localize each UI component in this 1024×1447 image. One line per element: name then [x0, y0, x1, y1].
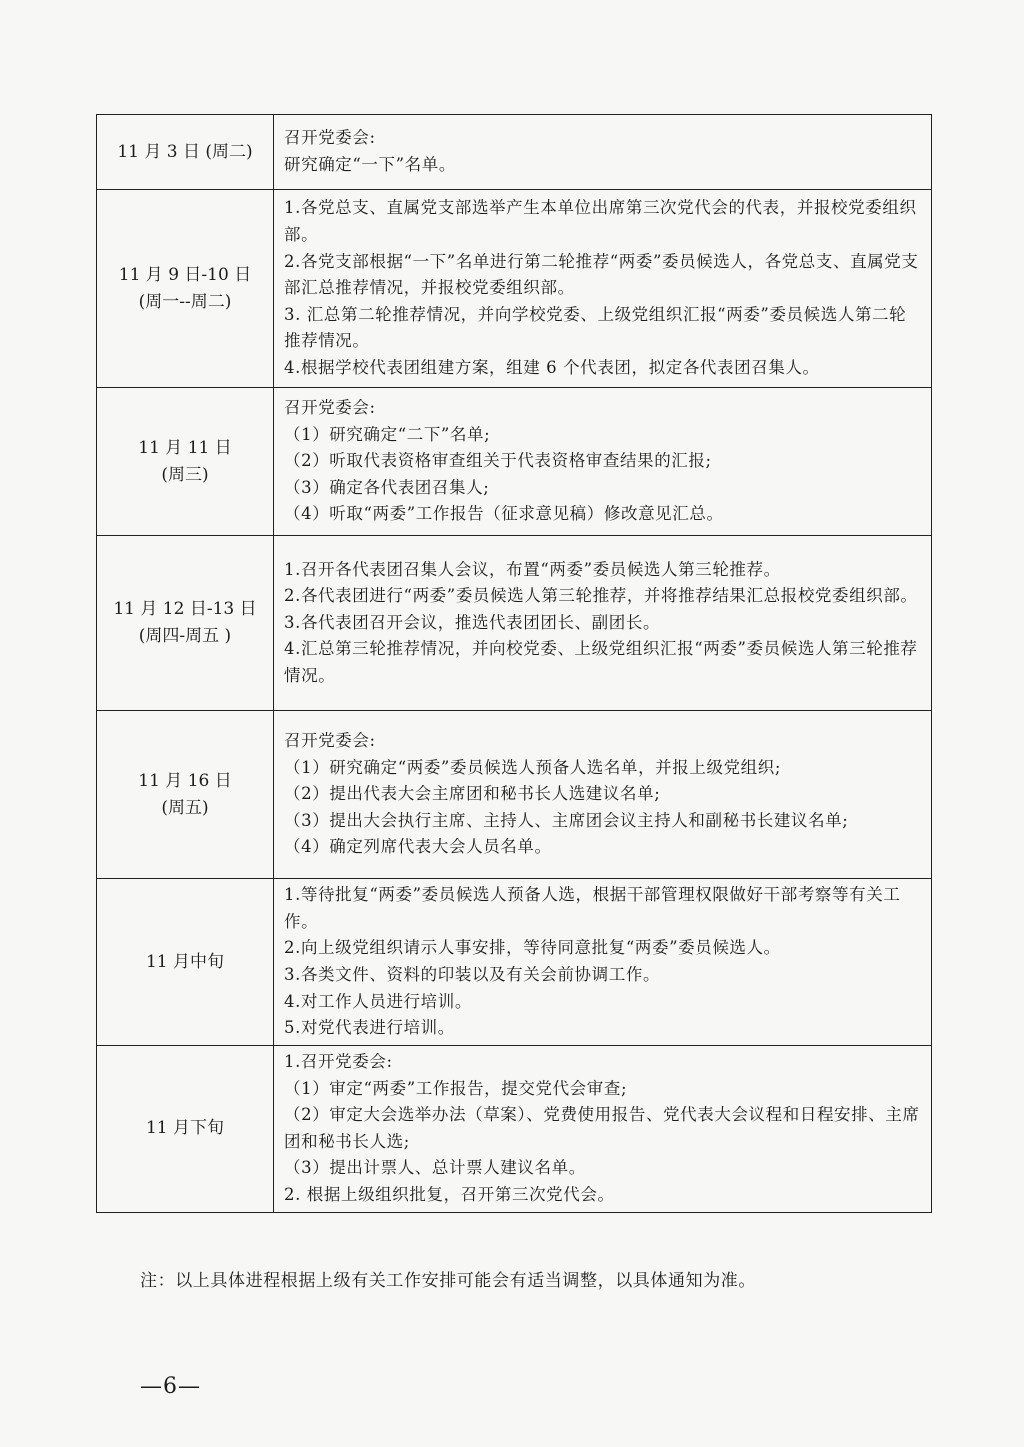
date-text: (周五)	[161, 797, 209, 818]
task-line: 3.各类文件、资料的印装以及有关会前协调工作。	[284, 965, 661, 984]
page-number: —6—	[140, 1374, 201, 1399]
task-line: 2.各代表团进行“两委”委员候选人第三轮推荐，并将推荐结果汇总报校党委组织部。	[284, 586, 918, 606]
task-line: 1.各党总支、直属党支部选举产生本单位出席第三次党代会的代表，并报校党委组织部。	[284, 198, 917, 245]
date-text: 11 月 3 日 (周二)	[117, 141, 253, 162]
date-text: (周一--周二)	[138, 291, 232, 312]
task-line: 1.召开各代表团召集人会议，布置“两委”委员候选人第三轮推荐。	[284, 559, 781, 579]
date-cell	[97, 1046, 274, 1213]
date-text: (周三)	[161, 464, 209, 485]
date-text: 11 月 11 日	[138, 437, 232, 458]
date-text: 11 月 12 日-13 日	[113, 599, 257, 619]
footnote: 注：以上具体进程根据上级有关工作安排可能会有适当调整，以具体通知为准。	[140, 1271, 756, 1291]
tasks-cell	[274, 190, 932, 388]
date-cell	[97, 879, 274, 1046]
date-text: 11 月下旬	[145, 1118, 225, 1139]
tasks-cell	[274, 536, 932, 711]
date-text: (周四-周五 )	[138, 626, 232, 646]
date-cell	[97, 536, 274, 711]
task-line: 2.向上级党组织请示人事安排，等待同意批复“两委”委员候选人。	[284, 938, 781, 958]
task-line: （1）研究确定“两委”委员候选人预备人选名单，并报上级党组织;	[284, 757, 782, 777]
tasks-cell	[274, 711, 932, 879]
task-line: 召开党委会:	[284, 398, 376, 418]
date-cell	[97, 711, 274, 879]
table-row	[97, 1046, 932, 1213]
task-line: 4.对工作人员进行培训。	[284, 991, 472, 1011]
tasks-cell	[274, 115, 932, 190]
tasks-cell	[274, 879, 932, 1046]
date-cell	[97, 388, 274, 536]
task-line: 3.各代表团召开会议，推选代表团团长、副团长。	[284, 612, 661, 632]
task-line: 1.等待批复“两委”委员候选人预备人选，根据干部管理权限做好干部考察等有关工作。	[284, 885, 901, 931]
task-line: （2）审定大会选举办法（草案）、党费使用报告、党代表大会议程和日程安排、主席团和秘书长人选;	[284, 1105, 920, 1151]
task-line: （2）提出代表大会主席团和秘书长人选建议名单;	[284, 784, 661, 804]
task-line: 4.根据学校代表团组建方案，组建 6 个代表团，拟定各代表团召集人。	[284, 357, 820, 377]
task-line: （2）听取代表资格审查组关于代表资格审查结果的汇报;	[284, 451, 712, 471]
tasks-cell	[274, 1046, 932, 1213]
task-line: 召开党委会:	[284, 731, 376, 751]
task-line: （1）审定“两委”工作报告，提交党代会审查;	[284, 1078, 628, 1098]
date-text: 11 月 9 日-10 日	[118, 264, 252, 285]
schedule-table-body	[97, 115, 932, 1213]
task-line: （4）确定列席代表大会人员名单。	[284, 837, 552, 857]
task-line: 2. 根据上级组织批复，召开第三次党代会。	[284, 1184, 615, 1204]
task-line: 3. 汇总第二轮推荐情况，并向学校党委、上级党组织汇报“两委”委员候选人第二轮推荐情况。	[284, 304, 907, 351]
task-line: 1.召开党委会:	[284, 1052, 393, 1071]
task-line: 召开党委会:	[284, 128, 376, 148]
table-row	[97, 190, 932, 388]
table-row	[97, 536, 932, 711]
task-line: 5.对党代表进行培训。	[284, 1018, 455, 1038]
date-text: 11 月 16 日	[138, 770, 232, 791]
task-line: （3）确定各代表团召集人;	[284, 477, 490, 497]
task-line: （4）听取“两委”工作报告（征求意见稿）修改意见汇总。	[284, 504, 724, 524]
task-line: 4.汇总第三轮推荐情况，并向校党委、上级党组织汇报“两委”委员候选人第三轮推荐情况。	[284, 639, 918, 685]
table-row	[97, 115, 932, 190]
table-row	[97, 711, 932, 879]
table-row	[97, 879, 932, 1046]
task-line: （3）提出大会执行主席、主持人、主席团会议主持人和副秘书长建议名单;	[284, 810, 849, 830]
date-cell	[97, 115, 274, 190]
tasks-cell	[274, 388, 932, 536]
schedule-table	[96, 114, 932, 1213]
task-line: （3）提出计票人、总计票人建议名单。	[284, 1158, 586, 1178]
task-line: （1）研究确定“二下”名单;	[284, 424, 491, 444]
task-line: 2.各党支部根据“一下”名单进行第二轮推荐“两委”委员候选人，各党总支、直属党支部汇总推荐情况，并报校党委组织部。	[284, 251, 919, 298]
date-cell	[97, 190, 274, 388]
date-text: 11 月中旬	[145, 951, 225, 972]
task-line: 研究确定“一下”名单。	[284, 155, 456, 174]
table-row	[97, 388, 932, 536]
